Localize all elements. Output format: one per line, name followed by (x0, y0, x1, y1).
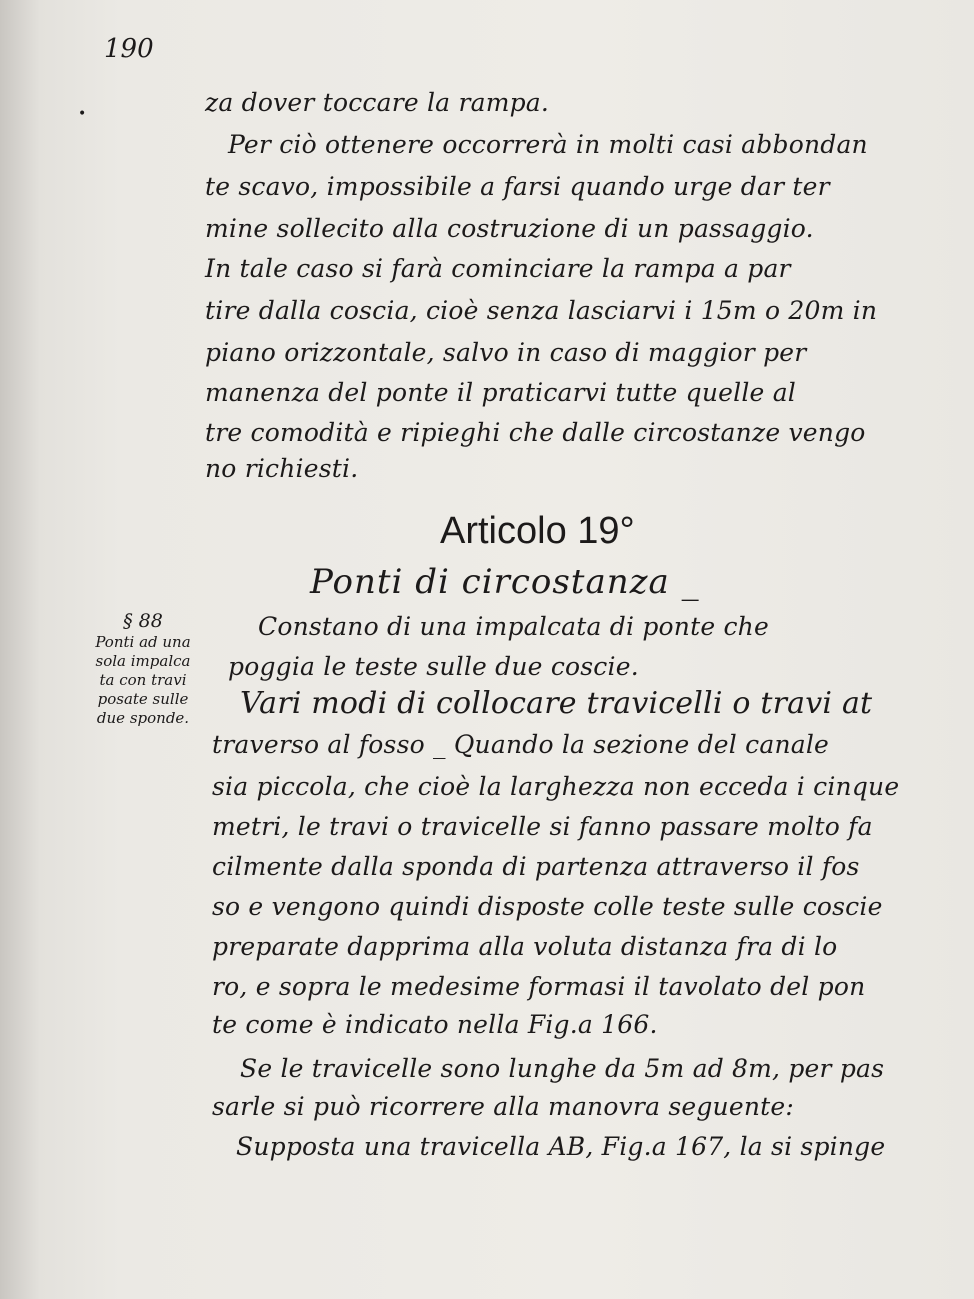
text-line: manenza del ponte il praticarvi tutte quelle al (205, 378, 796, 407)
text-line: poggia le teste sulle due coscie. (228, 652, 639, 681)
text-line: piano orizzontale, salvo in caso di maggior per (205, 338, 807, 367)
text-line: sia piccola, che cioè la larghezza non ecceda i cinque (212, 772, 900, 801)
text-line: no richiesti. (205, 454, 359, 483)
text-line: traverso al fosso _ Quando la sezione del canale (212, 730, 830, 759)
text-line: ro, e sopra le medesime formasi il tavolato del pon (212, 972, 866, 1001)
text-line: cilmente dalla sponda di partenza attraverso il fos (212, 852, 860, 881)
text-line: metri, le travi o travicelle si fanno passare molto fa (212, 812, 873, 841)
page-number: 190 (104, 34, 154, 64)
text-line: preparate dapprima alla voluta distanza fra di lo (212, 932, 838, 961)
section-number: § 88 (123, 610, 163, 632)
margin-note-line: Ponti ad una (95, 633, 191, 651)
text-line: tre comodità e ripieghi che dalle circostanze vengo (205, 418, 866, 447)
text-line: In tale caso si farà cominciare la rampa a par (205, 254, 791, 283)
margin-dot: • (78, 106, 87, 122)
text-line: te come è indicato nella Fig.a 166. (212, 1010, 658, 1039)
article-heading: Articolo 19° (440, 510, 635, 552)
margin-note-line: due sponde. (96, 709, 190, 727)
text-line: te scavo, impossibile a farsi quando urge dar ter (205, 172, 830, 201)
subheading-line: Vari modi di collocare travicelli o travi at (240, 686, 873, 721)
text-line: Se le travicelle sono lunghe da 5m ad 8m, per pas (240, 1054, 885, 1083)
text-line: Supposta una travicella AB, Fig.a 167, la si spinge (236, 1132, 886, 1161)
margin-note-line: ta con travi (99, 671, 187, 689)
text-line: sarle si può ricorrere alla manovra seguente: (212, 1092, 795, 1121)
text-line: Per ciò ottenere occorrerà in molti casi abbondan (228, 130, 868, 159)
text-line: Constano di una impalcata di ponte che (258, 612, 769, 641)
text-line: mine sollecito alla costruzione di un passaggio. (205, 214, 814, 243)
article-title: Ponti di circostanza _ (310, 562, 700, 602)
margin-note (68, 612, 218, 728)
margin-note-line: sola impalca (95, 652, 191, 670)
text-line: za dover toccare la rampa. (205, 88, 550, 117)
text-line: tire dalla coscia, cioè senza lasciarvi i 15m o 20m in (205, 296, 878, 325)
text-line: so e vengono quindi disposte colle teste sulle coscie (212, 892, 883, 921)
margin-note-line: posate sulle (97, 690, 189, 708)
